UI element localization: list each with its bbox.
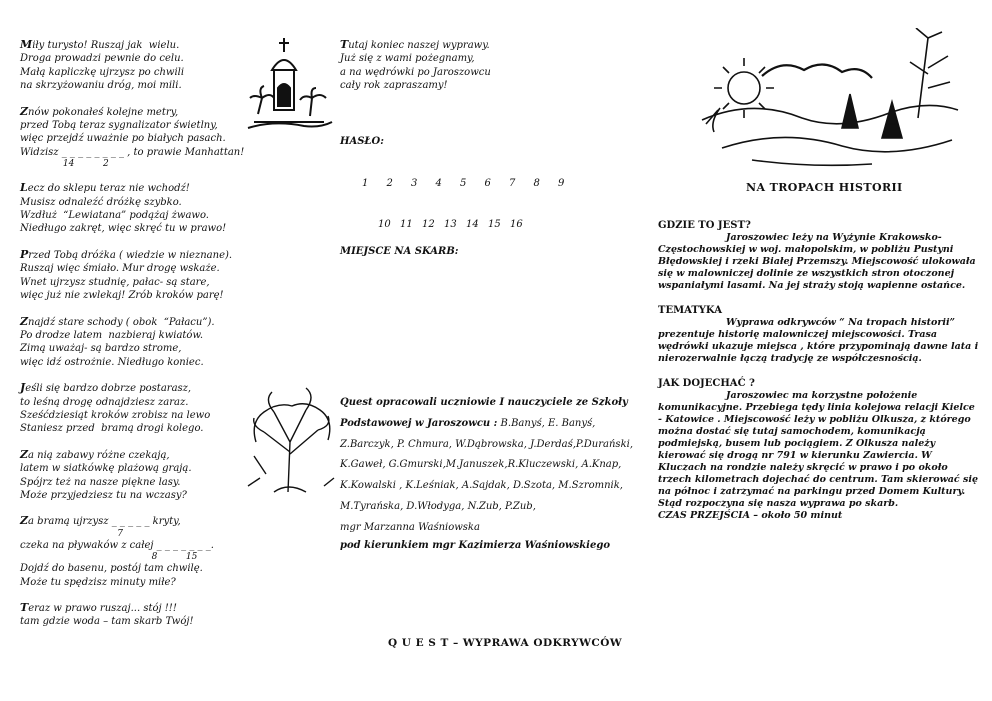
drop-letter: Z bbox=[20, 447, 29, 461]
verse-line bbox=[20, 562, 245, 575]
drop-letter: Z bbox=[20, 104, 29, 118]
credits-intro: Quest opracowali uczniowie I nauczyciele ze Szkoły Podstawowej w Jaroszowcu : bbox=[340, 397, 628, 429]
verse-line bbox=[340, 66, 491, 79]
closing-stanza bbox=[340, 38, 491, 93]
verse-text: Dojdź do basenu, postój tam chwilę. bbox=[20, 563, 203, 575]
poem-stanza bbox=[20, 248, 245, 303]
poem-stanza bbox=[20, 181, 245, 236]
verse-line bbox=[20, 396, 245, 409]
info-section bbox=[658, 305, 980, 365]
section-text: Jaroszowiec leży na Wyżynie Krakowsko-Częstochowskiej w woj. małopolskim, w pobliżu Pustyni Błędowskiej i rzeki Białej Przemszy. Miejscowość ulokowała się w malowniczej dolinie ze wszystkich stron otoczonej wspaniałymi lasami. Na jej straży stoją wapienne ostańce. bbox=[658, 232, 976, 291]
verse-line bbox=[20, 462, 245, 475]
verse-line bbox=[340, 52, 491, 65]
verse-text: Może tu spędzisz minuty miłe? bbox=[20, 576, 176, 588]
password-number: 11 bbox=[400, 219, 413, 230]
password-number: 15 bbox=[488, 219, 501, 230]
verse-text: utaj koniec naszej wyprawy. bbox=[348, 40, 490, 51]
drop-letter: L bbox=[20, 181, 28, 195]
verse-text: Może przyjedziesz tu na wczasy? bbox=[20, 489, 187, 501]
poem-stanza bbox=[20, 381, 245, 436]
verse-line bbox=[20, 329, 245, 342]
letter-index-numbers: 14 2 bbox=[20, 159, 109, 170]
poem-stanza bbox=[20, 514, 245, 589]
section-heading: GDZIE TO JEST? bbox=[658, 220, 751, 231]
verse-text: rzed Tobą dróżka ( wiedzie w nieznane). bbox=[28, 249, 233, 261]
verse-line bbox=[20, 514, 245, 528]
verse-text: iły turysto! Ruszaj jak wielu. bbox=[32, 40, 180, 51]
verse-text: cały rok zapraszamy! bbox=[340, 80, 448, 92]
verse-line bbox=[20, 248, 245, 262]
drop-letter: T bbox=[20, 601, 29, 614]
password-number: 1 bbox=[362, 178, 369, 189]
credits-block bbox=[340, 393, 652, 539]
drop-letter: J bbox=[20, 381, 26, 395]
verse-line bbox=[20, 615, 245, 628]
password-number: 14 bbox=[466, 219, 479, 230]
info-section bbox=[658, 220, 980, 292]
verse-text: Sześćdziesiąt kroków zrobisz na lewo bbox=[20, 409, 211, 421]
password-number: 10 bbox=[378, 219, 391, 230]
section-text: Jaroszowiec ma korzystne położenie komunikacyjne. Przebiega tędy linia kolejowa relacji Kielce - Katowice . Miejscowość leży w pobliżu Olkusza, z którego można dostać się tutaj samochodem, komunikacją podmiejską, busem lub pociągiem. Z Olkusza należy kierować się drogą nr 791 w kierunku Zawiercia. W Kluczach na rondzie należy skręcić w prawo i po około trzech kilometrach dojechać do centrum. Tam skierować się na północ i zatrzymać na parkingu przed Domem Kultury. Stąd rozpoczyna się nasza wyprawa po skarb. bbox=[658, 390, 979, 509]
verse-line bbox=[20, 66, 245, 79]
poem-stanza bbox=[20, 601, 245, 629]
drop-letter: M bbox=[20, 38, 33, 51]
verse-line bbox=[20, 356, 245, 369]
verse-line bbox=[20, 476, 245, 489]
verse-line bbox=[20, 289, 245, 302]
verse-text: a na wędrówki po Jaroszowcu bbox=[340, 66, 491, 78]
poem-stanza bbox=[20, 448, 245, 503]
poem-stanza bbox=[20, 38, 245, 93]
verse-text: Staniesz przed bramą drogi kolego. bbox=[20, 423, 204, 435]
verse-text: Zimą uważaj- są bardzo strome, bbox=[20, 343, 182, 355]
verse-line bbox=[20, 119, 245, 132]
info-sections bbox=[658, 220, 980, 535]
quest-title: Q U E S T – WYPRAWA ODKRYWCÓW bbox=[388, 637, 623, 649]
poem-column bbox=[20, 38, 245, 641]
drop-letter: P bbox=[20, 247, 29, 261]
verse-line bbox=[20, 262, 245, 275]
verse-text: najdź stare schody ( obok “Pałacu”). bbox=[28, 316, 215, 328]
verse-text: więc przejdź uważnie po białych pasach. bbox=[20, 133, 226, 145]
password-numbers-row2 bbox=[378, 219, 532, 230]
verse-line bbox=[340, 79, 491, 92]
trail-title: NA TROPACH HISTORII bbox=[746, 181, 903, 194]
verse-line bbox=[340, 38, 491, 52]
verse-text: a nią zabawy różne czekają, bbox=[28, 449, 170, 461]
password-number: 16 bbox=[510, 219, 523, 230]
verse-text: Droga prowadzi pewnie do celu. bbox=[20, 53, 184, 65]
verse-text: ecz do sklepu teraz nie wchodź! bbox=[27, 183, 190, 195]
poem-stanza bbox=[20, 105, 245, 170]
letter-index-numbers: 7 bbox=[20, 528, 123, 539]
landscape-illustration bbox=[692, 28, 964, 176]
password-label: HASŁO: bbox=[340, 136, 384, 147]
verse-text: Widzisz _ _ _ _ _ _ _ _ , to prawie Manhattan! bbox=[20, 146, 245, 158]
verse-line bbox=[20, 209, 245, 222]
password-number: 6 bbox=[484, 178, 491, 189]
verse-line bbox=[20, 576, 245, 589]
verse-text: nów pokonałeś kolejne metry, bbox=[28, 106, 179, 118]
password-number: 9 bbox=[558, 178, 565, 189]
verse-text: na skrzyżowaniu dróg, moi mili. bbox=[20, 80, 182, 92]
section-text: Wyprawa odkrywców “ Na tropach historii” prezentuje historię malowniczej miejscowości. Trasa wędrówki ukazuje miejsca , które przypominają dawne lata i nierozerwalnie łączą tradycję ze współczesnością. bbox=[658, 317, 979, 364]
verse-text: Spójrz też na nasze piękne lasy. bbox=[20, 476, 181, 488]
drop-letter: T bbox=[340, 38, 349, 51]
verse-line bbox=[20, 601, 245, 615]
verse-text: eraz w prawo ruszaj... stój !!! bbox=[28, 603, 177, 614]
verse-line bbox=[20, 52, 245, 65]
verse-line bbox=[20, 489, 245, 502]
verse-text: latem w siatkówkę plażową grają. bbox=[20, 463, 192, 475]
verse-text: Niedługo zakręt, więc skręć tu w prawo! bbox=[20, 223, 227, 235]
password-number: 7 bbox=[509, 178, 516, 189]
verse-text: eśli się bardzo dobrze postarasz, bbox=[25, 383, 192, 395]
verse-text: tam gdzie woda – tam skarb Twój! bbox=[20, 616, 194, 628]
verse-text: Wnet ujrzysz studnię, pałac- są stare, bbox=[20, 276, 210, 288]
verse-text: a bramą ujrzysz _ _ _ _ _ kryty, bbox=[28, 516, 181, 528]
info-section bbox=[658, 378, 980, 522]
password-number: 3 bbox=[411, 178, 418, 189]
tree-illustration bbox=[244, 382, 340, 496]
verse-line bbox=[20, 539, 245, 552]
verse-line bbox=[20, 181, 245, 195]
verse-line bbox=[20, 196, 245, 209]
supervisor-line: pod kierunkiem mgr Kazimierza Waśniowskiego bbox=[340, 540, 611, 551]
password-number: 2 bbox=[386, 178, 393, 189]
verse-line bbox=[20, 315, 245, 329]
verse-line bbox=[20, 105, 245, 119]
verse-line bbox=[20, 448, 245, 462]
verse-text: to leśną drogę odnajdziesz zaraz. bbox=[20, 396, 189, 408]
verse-text: Wzdłuż “Lewiatana” podążaj żwawo. bbox=[20, 210, 209, 222]
password-number: 12 bbox=[422, 219, 435, 230]
password-number: 13 bbox=[444, 219, 457, 230]
credits-names: B.Banyś, E. Banyś, Z.Barczyk, P. Chmura, W.Dąbrowska, J.Derdaś,P.Durański, K.Gaweł, G.Gmurski,M.Januszek,R.Kluczewski, A.Knap, K.Kowalski , K.Leśniak, A.Sajdak, D.Szota, M.Szromnik, M.Tyrańska, D.Włodyga, N.Zub, P.Zub, bbox=[340, 417, 634, 512]
verse-text: czeka na pływaków z całej _ _ _ _ _ _ _. bbox=[20, 539, 214, 551]
password-numbers-row1 bbox=[362, 178, 583, 189]
password-number: 4 bbox=[435, 178, 442, 189]
password-number: 5 bbox=[460, 178, 467, 189]
verse-line bbox=[20, 38, 245, 52]
letter-index-numbers: 8 15 bbox=[20, 552, 198, 563]
credits-teacher: mgr Marzanna Waśniowska bbox=[340, 521, 480, 533]
chapel-illustration bbox=[244, 36, 334, 132]
verse-text: Musisz odnaleźć dróżkę szybko. bbox=[20, 196, 182, 208]
verse-text: Małą kapliczkę ujrzysz po chwili bbox=[20, 66, 185, 78]
walk-time: CZAS PRZEJŚCIA – około 50 minut bbox=[658, 510, 843, 521]
verse-text: Ruszaj więc śmiało. Mur drogę wskaże. bbox=[20, 263, 220, 275]
verse-text: więc już nie zwlekaj! Zrób kroków parę! bbox=[20, 290, 224, 302]
verse-line bbox=[20, 409, 245, 422]
treasure-place-label: MIEJSCE NA SKARB: bbox=[340, 246, 459, 257]
verse-text: Po drodze latem nazbieraj kwiatów. bbox=[20, 329, 204, 341]
verse-line bbox=[20, 222, 245, 235]
drop-letter: Z bbox=[20, 514, 29, 528]
password-number: 8 bbox=[533, 178, 540, 189]
poem-stanza bbox=[20, 315, 245, 370]
verse-line bbox=[20, 132, 245, 145]
verse-line bbox=[20, 381, 245, 395]
section-heading: JAK DOJECHAĆ ? bbox=[658, 378, 755, 389]
verse-text: przed Tobą teraz sygnalizator świetlny, bbox=[20, 120, 218, 132]
verse-line bbox=[20, 422, 245, 435]
verse-text: Już się z wami pożegnamy, bbox=[340, 53, 475, 65]
verse-line bbox=[20, 79, 245, 92]
section-heading: TEMATYKA bbox=[658, 305, 722, 316]
drop-letter: Z bbox=[20, 314, 29, 328]
verse-line bbox=[20, 342, 245, 355]
verse-text: więc idź ostrożnie. Niedługo koniec. bbox=[20, 356, 204, 368]
verse-line bbox=[20, 146, 245, 159]
verse-line bbox=[20, 276, 245, 289]
